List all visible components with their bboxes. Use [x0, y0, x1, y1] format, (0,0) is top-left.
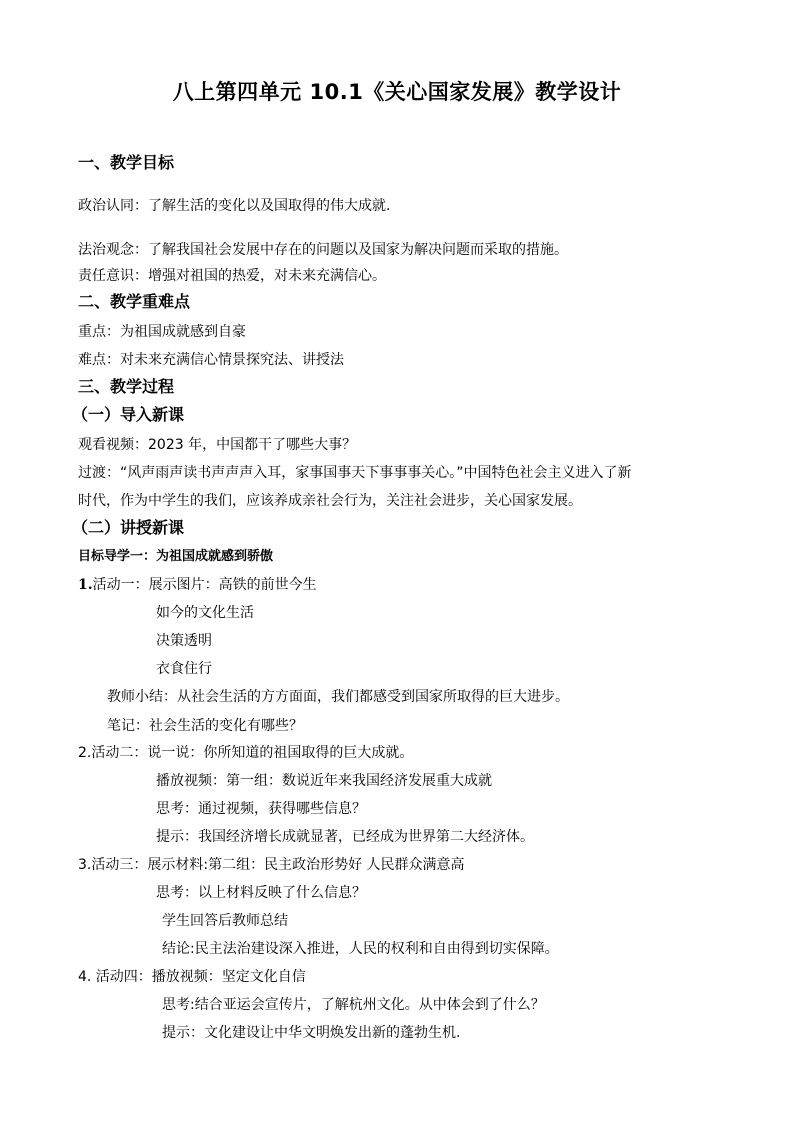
- activity-3-summary: 学生回答后教师总结: [162, 913, 288, 929]
- activity-3-think: 思考：以上材料反映了什么信息？: [156, 885, 366, 901]
- objective-political: 政治认同：了解生活的变化以及国取得的伟大成就.: [78, 198, 391, 214]
- activity-1-line: [78, 575, 317, 595]
- activity-1-item-daily-life: 衣食住行: [156, 661, 212, 677]
- activity-4-hint: 提示：文化建设让中华文明焕发出新的蓬勃生机.: [162, 1025, 461, 1041]
- key-point: 重点：为祖国成就感到自豪: [78, 324, 246, 340]
- objective-responsibility: 责任意识：增强对祖国的热爱，对未来充满信心。: [78, 268, 386, 284]
- section-heading-objectives: 一、教学目标: [78, 153, 175, 172]
- transition-line-1: 过渡：“风声雨声读书声声声入耳，家事国事天下事事事关心。”中国特色社会主义进入了新: [78, 465, 632, 481]
- subsection-heading-new-lesson: （二）讲授新课: [72, 518, 185, 537]
- activity-3-conclusion: 结论:民主法治建设深入推进，人民的权利和自由得到切实保障。: [162, 941, 559, 957]
- activity-2-think: 思考：通过视频，获得哪些信息？: [156, 801, 366, 817]
- transition-line-2: 时代，作为中学生的我们，应该养成亲社会行为，关注社会进步，关心国家发展。: [78, 493, 582, 509]
- activity-2-line: 2.活动二：说一说：你所知道的祖国取得的巨大成就。: [78, 745, 414, 761]
- section-heading-process: 三、教学过程: [78, 377, 175, 396]
- document-title: 八上第四单元 10.1《关心国家发展》教学设计: [172, 80, 622, 104]
- activity-2-video: 播放视频：第一组：数说近年来我国经济发展重大成就: [156, 773, 492, 789]
- subsection-heading-intro: （一）导入新课: [72, 405, 185, 424]
- activity-4-line: 4. 活动四：播放视频：坚定文化自信: [78, 969, 306, 985]
- section-heading-key-points: 二、教学重难点: [78, 292, 191, 311]
- activity-1-text: 活动一：展示图片：高铁的前世今生: [92, 577, 317, 593]
- notes-line: 笔记：社会生活的变化有哪些？: [107, 718, 303, 734]
- activity-2-hint: 提示：我国经济增长成就显著，已经成为世界第二大经济体。: [156, 829, 534, 845]
- goal-heading: 目标导学一：为祖国成就感到骄傲: [78, 549, 274, 564]
- activity-1-item-culture: 如今的文化生活: [156, 605, 254, 621]
- activity-4-think: 思考:结合亚运会宣传片，了解杭州文化。从中体会到了什么？: [162, 997, 545, 1013]
- activity-3-line: 3.活动三：展示材料:第二组：民主政治形势好 人民群众满意高: [78, 857, 465, 873]
- activity-1-number: 1.: [78, 577, 93, 593]
- intro-video-line: 观看视频：2023 年，中国都干了哪些大事？: [78, 437, 357, 453]
- activity-1-item-transparency: 决策透明: [156, 633, 212, 649]
- teacher-summary: 教师小结：从社会生活的方方面面，我们都感受到国家所取得的巨大进步。: [107, 689, 569, 705]
- objective-rule-of-law: 法治观念：了解我国社会发展中存在的问题以及国家为解决问题而采取的措施。: [78, 242, 568, 258]
- difficult-point: 难点：对未来充满信心情景探究法、讲授法: [78, 352, 344, 368]
